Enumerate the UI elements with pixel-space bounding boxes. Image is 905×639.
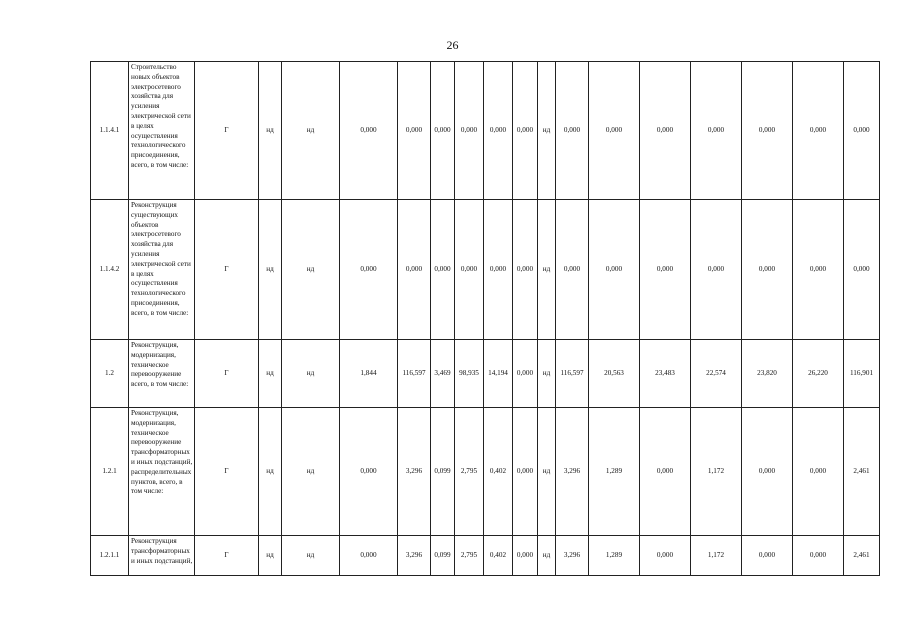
- row-v2: 0,000: [398, 200, 431, 340]
- row-v1: 1,844: [340, 340, 398, 408]
- row-v10: 0,000: [640, 536, 691, 576]
- row-name: Реконструкция существующих объектов электросетевого хозяйства для усиления электрической сети в целях осуществления технологического присоединения, всего, в том числе:: [129, 200, 195, 340]
- row-c2: нд: [282, 408, 340, 536]
- row-v12: 23,820: [742, 340, 793, 408]
- row-v14: 116,901: [844, 340, 880, 408]
- table-row: [91, 62, 880, 200]
- row-v1: 0,000: [340, 536, 398, 576]
- row-v11: 0,000: [691, 62, 742, 200]
- row-id: 1.1.4.2: [91, 200, 129, 340]
- row-c2: нд: [282, 340, 340, 408]
- row-v5: 0,000: [484, 62, 513, 200]
- row-v6: 0,000: [513, 536, 538, 576]
- row-v11: 22,574: [691, 340, 742, 408]
- row-v14: 2,461: [844, 536, 880, 576]
- row-v1: 0,000: [340, 200, 398, 340]
- row-v10: 0,000: [640, 200, 691, 340]
- row-v10: 23,483: [640, 340, 691, 408]
- row-v4: 98,935: [455, 340, 484, 408]
- row-v5: 0,402: [484, 408, 513, 536]
- row-group: Г: [195, 200, 259, 340]
- page-number: 26: [446, 38, 459, 52]
- table-row: [91, 340, 880, 408]
- row-v5: 0,402: [484, 536, 513, 576]
- row-v14: 2,461: [844, 408, 880, 536]
- row-v4: 0,000: [455, 200, 484, 340]
- row-c2: нд: [282, 62, 340, 200]
- row-v13: 0,000: [793, 536, 844, 576]
- row-c2: нд: [282, 536, 340, 576]
- row-v4: 2,795: [455, 408, 484, 536]
- row-v11: 0,000: [691, 200, 742, 340]
- row-v9: 1,289: [589, 408, 640, 536]
- row-name: Строительство новых объектов электросетевого хозяйства для усиления электрической сети в целях осуществления технологического присоединения, всего, в том числе:: [129, 62, 195, 200]
- row-v7: нд: [538, 200, 556, 340]
- row-v7: нд: [538, 62, 556, 200]
- row-v8: 3,296: [556, 536, 589, 576]
- row-v9: 0,000: [589, 200, 640, 340]
- row-v9: 20,563: [589, 340, 640, 408]
- row-c1: нд: [259, 536, 282, 576]
- table-row: [91, 200, 880, 340]
- row-v4: 2,795: [455, 536, 484, 576]
- row-v13: 0,000: [793, 62, 844, 200]
- row-v5: 14,194: [484, 340, 513, 408]
- row-id: 1.1.4.1: [91, 62, 129, 200]
- table-row: [91, 536, 880, 576]
- row-v10: 0,000: [640, 408, 691, 536]
- row-v3: 0,099: [431, 408, 455, 536]
- row-v10: 0,000: [640, 62, 691, 200]
- row-v5: 0,000: [484, 200, 513, 340]
- row-id: 1.2.1: [91, 408, 129, 536]
- table-body: [91, 62, 880, 576]
- row-v2: 3,296: [398, 408, 431, 536]
- row-v6: 0,000: [513, 340, 538, 408]
- row-v7: нд: [538, 340, 556, 408]
- row-v9: 0,000: [589, 62, 640, 200]
- row-v2: 116,597: [398, 340, 431, 408]
- row-v11: 1,172: [691, 536, 742, 576]
- row-c1: нд: [259, 408, 282, 536]
- row-v13: 26,220: [793, 340, 844, 408]
- row-v2: 0,000: [398, 62, 431, 200]
- row-v12: 0,000: [742, 536, 793, 576]
- row-v4: 0,000: [455, 62, 484, 200]
- row-v6: 0,000: [513, 200, 538, 340]
- row-v3: 3,469: [431, 340, 455, 408]
- row-group: Г: [195, 62, 259, 200]
- row-v2: 3,296: [398, 536, 431, 576]
- row-c1: нд: [259, 62, 282, 200]
- row-id: 1.2: [91, 340, 129, 408]
- row-name: Реконструкция трансформаторных и иных подстанций,: [129, 536, 195, 576]
- row-v14: 0,000: [844, 62, 880, 200]
- table-row: [91, 408, 880, 536]
- row-v3: 0,000: [431, 62, 455, 200]
- row-v3: 0,099: [431, 536, 455, 576]
- row-v7: нд: [538, 408, 556, 536]
- row-group: Г: [195, 408, 259, 536]
- row-group: Г: [195, 536, 259, 576]
- row-c1: нд: [259, 200, 282, 340]
- investment-program-table: [90, 61, 880, 576]
- row-name: Реконструкция, модернизация, техническое перевооружение трансформаторных и иных подстанций, распределительных пунктов, всего, в том числе:: [129, 408, 195, 536]
- row-id: 1.2.1.1: [91, 536, 129, 576]
- row-name: Реконструкция, модернизация, техническое перевооружение всего, в том числе:: [129, 340, 195, 408]
- row-v12: 0,000: [742, 408, 793, 536]
- row-group: Г: [195, 340, 259, 408]
- row-v9: 1,289: [589, 536, 640, 576]
- row-v12: 0,000: [742, 62, 793, 200]
- row-v8: 0,000: [556, 62, 589, 200]
- row-v1: 0,000: [340, 62, 398, 200]
- row-v6: 0,000: [513, 408, 538, 536]
- row-v6: 0,000: [513, 62, 538, 200]
- row-v13: 0,000: [793, 408, 844, 536]
- row-v8: 116,597: [556, 340, 589, 408]
- row-v1: 0,000: [340, 408, 398, 536]
- row-v8: 0,000: [556, 200, 589, 340]
- row-v11: 1,172: [691, 408, 742, 536]
- row-v8: 3,296: [556, 408, 589, 536]
- row-v7: нд: [538, 536, 556, 576]
- row-v3: 0,000: [431, 200, 455, 340]
- row-v13: 0,000: [793, 200, 844, 340]
- row-c1: нд: [259, 340, 282, 408]
- row-v12: 0,000: [742, 200, 793, 340]
- row-c2: нд: [282, 200, 340, 340]
- row-v14: 0,000: [844, 200, 880, 340]
